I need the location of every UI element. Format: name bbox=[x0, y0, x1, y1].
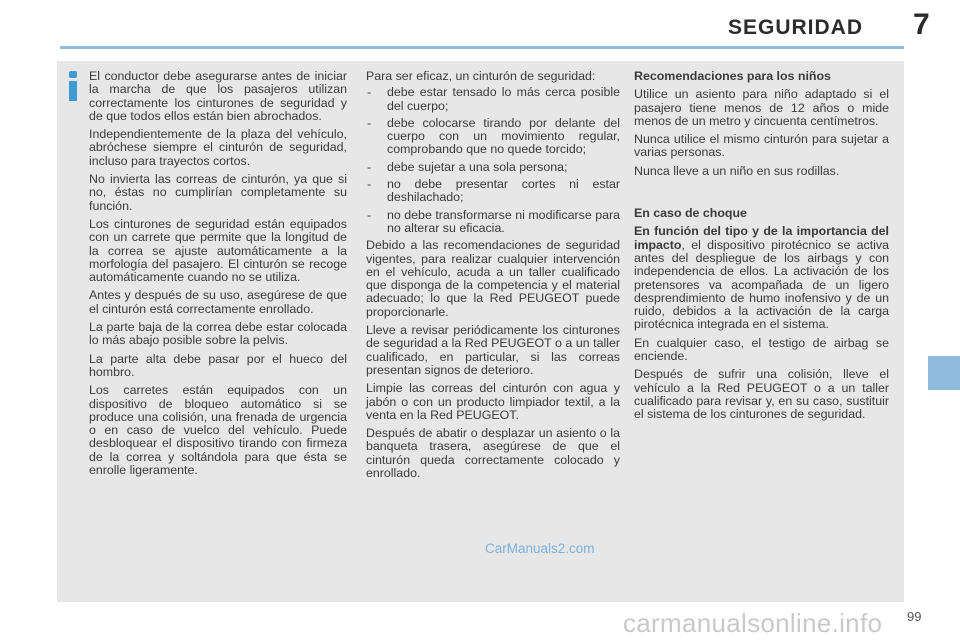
section-heading-children: Recomendaciones para los niños bbox=[634, 69, 831, 83]
column-children-and-crash bbox=[634, 70, 889, 427]
section-spacer bbox=[634, 183, 889, 207]
paragraph: Independientemente de la plaza del vehículo, abróchese siempre el cinturón de seguridad, incluso para trayectos cortos. bbox=[89, 127, 347, 168]
paragraph: No invierta las correas de cinturón, ya que si no, éstas no cumplirían completamente su función. bbox=[89, 172, 347, 213]
info-icon-stem bbox=[69, 81, 77, 101]
paragraph: Los carretes están equipados con un dispositivo de bloqueo automático si se produce una colisión, una frenada de urgencia o en caso de vuelco del vehículo. Puede desbloquear el dispositivo tirando con firmeza de la correa y soltándola para que ésta se enrolle ligeramente. bbox=[89, 383, 347, 478]
paragraph: La parte baja de la correa debe estar colocada lo más abajo posible sobre la pelvis. bbox=[89, 320, 347, 348]
paragraph: Debido a las recomendaciones de seguridad vigentes, para realizar cualquier intervención en el vehículo, acuda a un taller cualificado que disponga de la competencia y el material adecuado; lo que la Red PEUGEOT puede proporcionarle. bbox=[366, 238, 620, 319]
paragraph: Después de sufrir una colisión, lleve el vehículo a la Red PEUGEOT o a un taller cualificado para revisar y, en su caso, sustituir el sistema de los cinturones de seguridad. bbox=[634, 367, 889, 422]
list-item: - no debe transformarse ni modificarse para no alterar su eficacia. bbox=[366, 209, 620, 236]
column-effectiveness bbox=[366, 70, 620, 485]
chapter-number: 7 bbox=[913, 8, 930, 41]
page-number: 99 bbox=[907, 609, 922, 624]
crash-lead-paragraph bbox=[634, 225, 889, 331]
page-title: SEGURIDAD bbox=[728, 16, 864, 39]
list-item: - debe estar tensado lo más cerca posible del cuerpo; bbox=[366, 86, 620, 113]
column-general-info bbox=[89, 70, 347, 482]
paragraph: Los cinturones de seguridad están equipados con un carrete que permite que la longitud de la correa se ajuste automáticamente a la morfología del pasajero. El cinturón se recoge automáticamente cuando no se utiliza. bbox=[89, 216, 347, 285]
watermark-text: CarManuals2.com bbox=[485, 541, 595, 556]
list-item: - debe colocarse tirando por delante del cuerpo con un movimiento regular, comprobando que no quede torcido; bbox=[366, 117, 620, 157]
intro-text: Para ser eficaz, un cinturón de seguridad: bbox=[366, 69, 596, 83]
chapter-side-tab bbox=[928, 356, 960, 390]
info-icon-dot bbox=[69, 71, 77, 78]
crash-lead-rest: , el dispositivo pirotécnico se activa antes del despliegue de los airbags y con independencia de ellos. La activación de los pretensores va acompañada de un ligero desprendimiento de humo inofensivo y de un ruido, debidos a la activación de la carga pirotécnica integrada en el sistema. bbox=[634, 237, 889, 332]
paragraph: En cualquier caso, el testigo de airbag se enciende. bbox=[634, 335, 889, 364]
list-item: - debe sujetar a una sola persona; bbox=[366, 161, 620, 174]
paragraph: Nunca lleve a un niño en sus rodillas. bbox=[634, 163, 840, 178]
paragraph: Nunca utilice el mismo cinturón para sujetar a varias personas. bbox=[634, 132, 889, 160]
paragraph: El conductor debe asegurarse antes de iniciar la marcha de que los pasajeros utilizan correctamente los cinturones de seguridad y de que todos ellos están bien abrochados. bbox=[89, 69, 347, 123]
paragraph: La parte alta debe pasar por el hueco del hombro. bbox=[89, 351, 347, 379]
paragraph: Antes y después de su uso, asegúrese de que el cinturón está correctamente enrollado. bbox=[89, 288, 347, 316]
paragraph: Después de abatir o desplazar un asiento o la banqueta trasera, asegúrese de que el cinturón queda correctamente colocado y enrollado. bbox=[366, 426, 620, 481]
requirements-list bbox=[366, 86, 620, 235]
crash-lead-bold: En función del tipo y de la importancia del impacto bbox=[634, 224, 889, 252]
paragraph: Utilice un asiento para niño adaptado si el pasajero tiene menos de 12 años o mide menos de un metro y cincuenta centímetros. bbox=[634, 87, 889, 128]
section-heading-crash: En caso de choque bbox=[634, 206, 747, 221]
list-item: - no debe presentar cortes ni estar deshilachado; bbox=[366, 178, 620, 205]
footer-url: carmanualsonline.info bbox=[623, 608, 883, 638]
info-icon bbox=[65, 71, 81, 101]
paragraph: Lleve a revisar periódicamente los cinturones de seguridad a la Red PEUGEOT o a un taller cualificado, en particular, si las correas presentan signos de deterioro. bbox=[366, 323, 620, 377]
paragraph: Limpie las correas del cinturón con agua y jabón o con un producto limpiador textil, a la venta en la Red PEUGEOT. bbox=[366, 381, 620, 422]
header-divider bbox=[60, 46, 904, 49]
